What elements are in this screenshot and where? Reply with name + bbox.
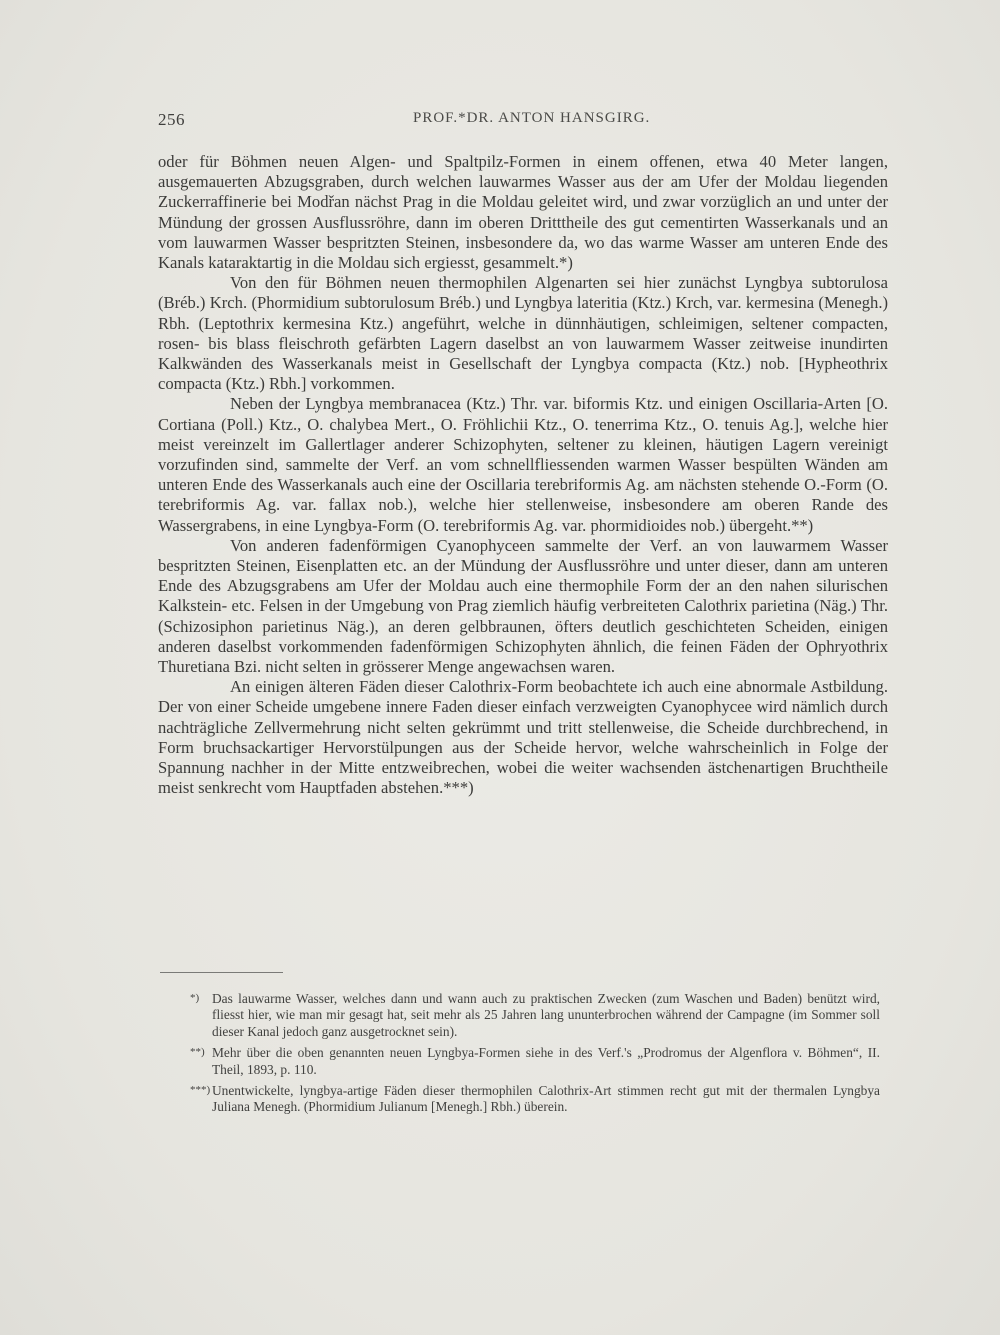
footnote-marker: ***) [190, 1084, 211, 1097]
footnote-divider [160, 972, 283, 973]
footnote-marker: **) [190, 1046, 205, 1059]
page-header [158, 110, 883, 134]
footnote-1 [190, 990, 880, 1040]
footnote-2 [190, 1044, 880, 1078]
footnotes [190, 990, 880, 1120]
paragraph-2: Von den für Böhmen neuen thermophilen Algenarten sei hier zunächst Lyngbya subtorulosa (Bréb.) Krch. (Phormidium subtorulosum Bréb.) und Lyngbya lateritia (Ktz.) Krch, var. kermesina (Menegh.) Rbh. (Leptothrix kermesina Ktz.) angeführt, welche in dünnhäutigen, schleimigen, seltener compacten, rosen- bis blass fleischroth gefärbten Lagern daselbst an von lauwarmem Wasser zeitweise inundirten Kalkwänden des Wasserkanals meist in Gesellschaft der Lyngbya compacta (Ktz.) nob. [Hypheothrix compacta (Ktz.) Rbh.] vorkommen. [158, 273, 888, 394]
paragraph-5: An einigen älteren Fäden dieser Calothrix-Form beobachtete ich auch eine abnormale Astbildung. Der von einer Scheide umgebene innere Faden dieser einfach verzweigten Cyanophycee wird nämlich durch nachträgliche Zellvermehrung nicht selten gekrümmt und tritt stellenweise, die Scheide durchbrechend, in Form bruchsackartiger Hervorstülpungen aus der Scheide hervor, welche wahrscheinlich in Folge der Spannung nachher in der Mitte entzweibrechen, wobei die weiter wachsenden ästchenartigen Bruchtheile meist senkrecht vom Hauptfaden abstehen.***) [158, 677, 888, 798]
footnote-marker: *) [190, 992, 200, 1004]
page-number: 256 [158, 110, 185, 129]
paragraph-1: oder für Böhmen neuen Algen- und Spaltpilz-Formen in einem offenen, etwa 40 Meter langen, ausgemauerten Abzugsgraben, durch welchen lauwarmes Wasser aus der am Ufer der Moldau liegenden Zuckerraffinerie bei Modřan nächst Prag in die Moldau geleitet wird, und zwar vorzüglich an und unter der Mündung der grossen Ausflussröhre, dann im oberen Dritttheile des gut cementirten Wasserkanals und an vom lauwarmen Wasser bespritzten Steinen, insbesondere da, wo das warme Wasser am unteren Ende des Kanals kataraktartig in die Moldau sich ergiesst, gesammelt.*) [158, 152, 888, 273]
footnote-text: Mehr über die oben genannten neuen Lyngbya-Formen siehe in des Verf.'s „Prodromus der Algenflora v. Böhmen“, II. Theil, 1893, p. 110. [212, 1045, 880, 1077]
footnote-text: Unentwickelte, lyngbya-artige Fäden dieser thermophilen Calothrix-Art stimmen recht gut mit der thermalen Lyngbya Juliana Menegh. (Phormidium Julianum [Menegh.] Rbh.) überein. [212, 1083, 880, 1115]
running-head: PROF.*DR. ANTON HANSGIRG. [413, 110, 651, 126]
footnote-3 [190, 1082, 880, 1116]
paragraph-3: Neben der Lyngbya membranacea (Ktz.) Thr. var. biformis Ktz. und einigen Oscillaria-Arten [O. Cortiana (Poll.) Ktz., O. chalybea Mert., O. Fröhlichii Ktz., O. tenerrima Ktz., O. tenuis Ag.], welche hier meist vereinzelt im Gallertlager anderer Schizophyten, seltener zu kleinen, häutigen Lagern vereinigt vorzufinden sind, sammelte der Verf. an vom schnellfliessenden warmen Wasser bespülten Wänden am unteren Ende des Wasserkanals auch eine der Oscillaria terebriformis Ag. am nächsten stehende O.-Form (O. terebriformis Ag. var. fallax nob.), welche hier stellenweise, insbesondere am oberen Rande des Wassergrabens, in eine Lyngbya-Form (O. terebriformis Ag. var. phormidioides nob.) übergeht.**) [158, 394, 888, 535]
body-text [158, 152, 888, 799]
footnote-text: Das lauwarme Wasser, welches dann und wann auch zu praktischen Zwecken (zum Waschen und Baden) benützt wird, fliesst hier, wie man mir gesagt hat, seit mehr als 25 Jahren lang ununterbrochen während der Campagne (im Sommer soll dieser Kanal jedoch ganz ausgetrocknet sein). [212, 991, 880, 1039]
paragraph-4: Von anderen fadenförmigen Cyanophyceen sammelte der Verf. an von lauwarmem Wasser bespritzten Steinen, Eisenplatten etc. an der Mündung der Ausflussröhre und unter dieser, dann am unteren Ende des Abzugsgrabens am Ufer der Moldau auch eine thermophile Form der an den nahen silurischen Kalkstein- etc. Felsen in der Umgebung von Prag ziemlich häufig verbreiteten Calothrix parietina (Näg.) Thr. (Schizosiphon parietinus Näg.), an deren gelbbraunen, öfters deutlich geschichteten Scheiden, einigen anderen daselbst vorkommenden fadenförmigen Schizophyten ähnlich, die feinen Fäden der Ophryothrix Thuretiana Bzi. nicht selten in grösserer Menge angewachsen waren. [158, 535, 888, 677]
